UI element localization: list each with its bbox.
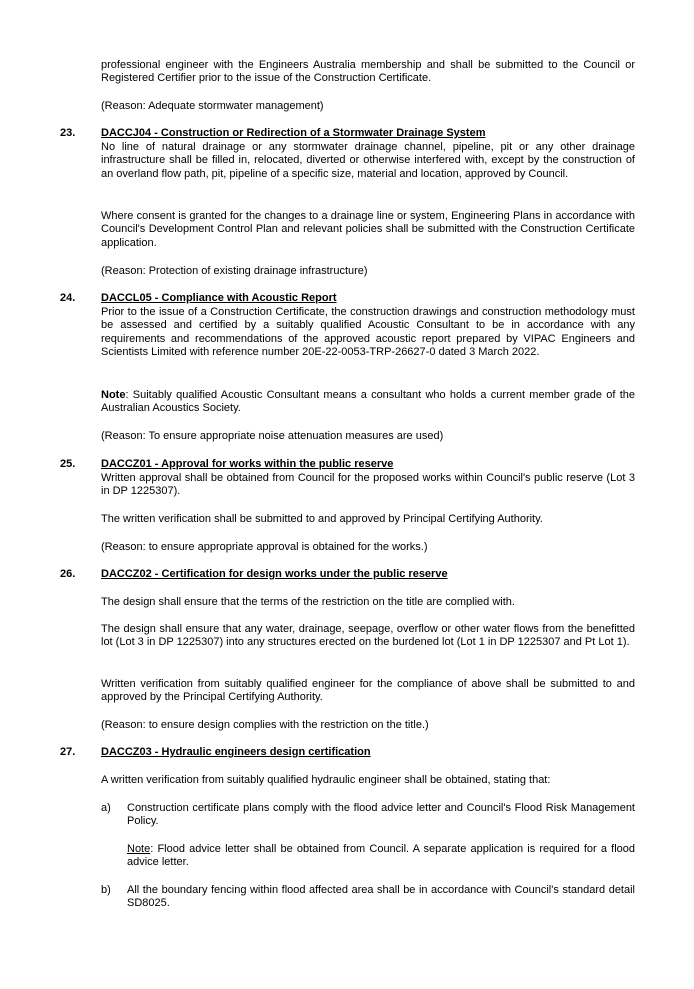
- note-label: Note: [127, 843, 151, 855]
- condition-25-number: 25.: [60, 458, 76, 470]
- list-item-note: [127, 843, 635, 870]
- condition-26-paragraph-1: The design shall ensure that the terms of the restriction on the title are complied with.: [101, 596, 515, 608]
- condition-23-number: 23.: [60, 127, 76, 139]
- list-item-letter: b): [101, 884, 111, 896]
- condition-23-heading: DACCJ04 - Construction or Redirection of a Stormwater Drainage System: [101, 127, 486, 139]
- note-text: : Flood advice letter shall be obtained from Council. A separate application is required for a flood advice letter.: [127, 843, 635, 869]
- condition-27-number: 27.: [60, 746, 76, 758]
- condition-24-note: [101, 389, 635, 416]
- note-label: Note: [101, 389, 126, 401]
- condition-26-heading: DACCZ02 - Certification for design works under the public reserve: [101, 568, 448, 580]
- condition-23-reason: (Reason: Protection of existing drainage infrastructure): [101, 265, 368, 277]
- condition-26-number: 26.: [60, 568, 76, 580]
- note-text: : Suitably qualified Acoustic Consultant means a consultant who holds a current member grade of the Australian Acoustics Society.: [101, 389, 635, 415]
- condition-25-paragraph-1: Written approval shall be obtained from Council for the proposed works within Council's public reserve (Lot 3 in DP 1225307).: [101, 472, 635, 498]
- condition-25-heading: DACCZ01 - Approval for works within the public reserve: [101, 458, 394, 470]
- intro-reason: (Reason: Adequate stormwater management): [101, 100, 324, 112]
- list-item-text: Construction certificate plans comply with the flood advice letter and Council's Flood Risk Management Policy.: [127, 802, 635, 828]
- list-item-text: All the boundary fencing within flood affected area shall be in accordance with Council's standard detail SD8025.: [127, 884, 635, 910]
- condition-26-paragraph-3: Written verification from suitably qualified engineer for the compliance of above shall be submitted to and approved by the Principal Certifying Authority.: [101, 678, 635, 704]
- condition-24-paragraph-1: Prior to the issue of a Construction Certificate, the construction drawings and construction methodology must be assessed and certified by a suitably qualified Acoustic Consultant to be in accordance with any requirements and recommendations of the approved acoustic report prepared by VIPAC Engineers and Scientists Limited with reference number 20E-22-0053-TRP-26627-0 dated 3 March 2022.: [101, 306, 635, 359]
- condition-23-paragraph-2: Where consent is granted for the changes to a drainage line or system, Engineering Plans in accordance with Council's Development Control Plan and relevant policies shall be submitted with the Construction Certificate application.: [101, 210, 635, 249]
- list-item-letter: a): [101, 802, 111, 814]
- condition-25-reason: (Reason: to ensure appropriate approval is obtained for the works.): [101, 541, 428, 553]
- condition-27-heading: DACCZ03 - Hydraulic engineers design certification: [101, 746, 371, 758]
- condition-24-reason: (Reason: To ensure appropriate noise attenuation measures are used): [101, 430, 444, 442]
- condition-26-paragraph-2: The design shall ensure that any water, drainage, seepage, overflow or other water flows from the benefitted lot (Lot 3 in DP 1225307) into any structures erected on the burdened lot (Lot 1 in DP 1225307 and Pt Lot 1).: [101, 623, 635, 649]
- condition-24-heading: DACCL05 - Compliance with Acoustic Report: [101, 292, 337, 304]
- condition-23-paragraph-1: No line of natural drainage or any stormwater drainage channel, pipeline, pit or any other drainage infrastructure shall be filled in, relocated, diverted or otherwise interfered with, except by the construction of an overland flow path, pit, pipeline of a specific size, material and location, approved by Council.: [101, 141, 635, 180]
- condition-27-paragraph-1: A written verification from suitably qualified hydraulic engineer shall be obtained, stating that:: [101, 774, 551, 786]
- intro-paragraph: professional engineer with the Engineers Australia membership and shall be submitted to the Council or Registered Certifier prior to the issue of the Construction Certificate.: [101, 59, 635, 85]
- condition-26-reason: (Reason: to ensure design complies with the restriction on the title.): [101, 719, 429, 731]
- condition-24-number: 24.: [60, 292, 76, 304]
- condition-25-paragraph-2: The written verification shall be submitted to and approved by Principal Certifying Authority.: [101, 513, 543, 525]
